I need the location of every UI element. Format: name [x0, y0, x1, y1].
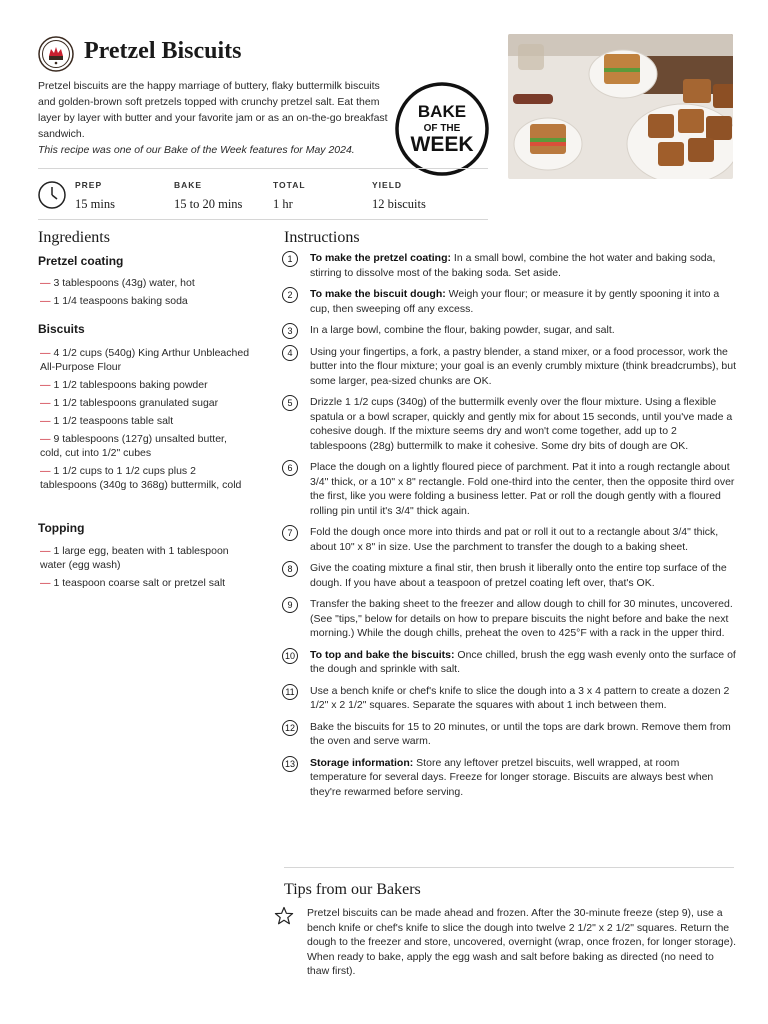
step-number: 4: [282, 345, 298, 361]
dash-marker: —: [40, 465, 51, 477]
star-icon: [274, 906, 294, 926]
step-number: 5: [282, 395, 298, 411]
step-number: 9: [282, 597, 298, 613]
step-text: Weigh your flour; or measure it by gently spooning it into a cup, then sweeping off any excess.: [310, 288, 720, 315]
stat-total: [273, 180, 306, 212]
instructions-heading: Instructions: [284, 229, 360, 246]
step-number: 2: [282, 287, 298, 303]
step-number: 6: [282, 460, 298, 476]
stat-value: 1 hr: [273, 197, 293, 211]
step-text: Bake the biscuits for 15 to 20 minutes, or until the tops are dark brown. Remove them from the oven and serve warm.: [310, 720, 731, 747]
step-text: In a large bowl, combine the flour, baking powder, sugar, and salt.: [310, 324, 615, 336]
dash-marker: —: [40, 577, 51, 589]
instruction-step: [282, 251, 736, 280]
step-lead: To top and bake the biscuits:: [310, 648, 455, 661]
feature-note: This recipe was one of our Bake of the Week features for May 2024.: [38, 144, 355, 156]
step-number: 12: [282, 720, 298, 736]
step-number: 13: [282, 756, 298, 772]
step-number: 8: [282, 561, 298, 577]
stat-value: 15 mins: [75, 197, 115, 211]
dash-marker: —: [40, 347, 51, 359]
step-lead: To make the pretzel coating:: [310, 252, 451, 264]
group-title-pretzel-coating: Pretzel coating: [38, 254, 124, 268]
step-text: Give the coating mixture a final stir, then brush it liberally onto the entire top surface of the dough. If you have about a teaspoon of pretzel coating left over, that's OK.: [310, 562, 727, 589]
dash-marker: —: [40, 295, 51, 307]
instruction-step: [282, 345, 736, 389]
dash-marker: —: [40, 277, 51, 289]
instruction-step: [282, 287, 736, 316]
instruction-step: [282, 561, 736, 590]
step-number: 3: [282, 323, 298, 339]
header-divider: [38, 168, 488, 169]
stats-divider: [38, 219, 488, 220]
stat-label: PREP: [75, 180, 103, 190]
ingredient-item: — 9 tablespoons (127g) unsalted butter, cold, cut into 1/2" cubes: [40, 433, 227, 459]
dash-marker: —: [40, 415, 51, 427]
stat-value: 12 biscuits: [372, 197, 426, 211]
ingredient-item: — 3 tablespoons (43g) water, hot: [40, 277, 195, 289]
stat-yield: [372, 180, 426, 212]
step-lead: Storage information:: [310, 756, 414, 769]
instruction-steps: [282, 251, 736, 806]
ingredients-heading: Ingredients: [38, 229, 110, 246]
ingredient-item: — 1 teaspoon coarse salt or pretzel salt: [40, 577, 226, 589]
instruction-step: [282, 525, 736, 554]
instruction-step: [282, 597, 736, 641]
bake-of-the-week-badge: [394, 81, 490, 177]
step-text: Transfer the baking sheet to the freezer and allow dough to chill for 30 minutes, uncovered. (See "tips," below for details on how to prepare biscuits the night before and bake the next morning.) While the dough chills, preheat the oven to 425°F with a rack in the upper third.: [310, 598, 733, 639]
instruction-step: [282, 720, 736, 749]
step-text: Fold the dough once more into thirds and pat or roll it out to a rectangle about 3/4" thick, about 10" x 8" in size. Use the parchment to transfer the dough to a baking sheet.: [310, 526, 719, 553]
group-title-topping: Topping: [38, 521, 85, 535]
ingredient-item: — 1 1/4 teaspoons baking soda: [40, 295, 188, 307]
clock-icon: [37, 180, 67, 210]
recipe-intro: Pretzel biscuits are the happy marriage of buttery, flaky buttermilk biscuits and golden-brown soft pretzels topped with crunchy pretzel salt. Eat them layer by layer with butter and your favorite jam or as an on-the-go breakfast sandwich.: [38, 80, 388, 140]
dash-marker: —: [40, 545, 51, 557]
ingredient-item: — 1 1/2 tablespoons baking powder: [40, 379, 208, 391]
dash-marker: —: [40, 397, 51, 409]
ingredient-list-biscuits: [40, 346, 250, 496]
instruction-step: [282, 395, 736, 453]
step-number: 10: [282, 648, 298, 664]
step-text: Place the dough on a lightly floured piece of parchment. Pat it into a rough rectangle about 3/4" thick, or a 10" x 8" rectangle. Fold one-third into the center, then the opposite third over the first, like you were folding a business letter. Pat or roll the dough gently with a floured rolling pin until it's 3/4" thick again.: [310, 461, 735, 517]
instruction-step: [282, 648, 736, 677]
step-text: Drizzle 1 1/2 cups (340g) of the buttermilk evenly over the flour mixture. Using a flexible spatula or a bowl scraper, quickly and gently mix for about 15 seconds, until you've made a cohesive dough. If the mixture seems dry and won't come together, add up to 2 tablespoons (28g) buttermilk to make it cohesive. Some dry bits of dough are OK.: [310, 396, 733, 452]
dash-marker: —: [40, 433, 51, 445]
instruction-step: [282, 460, 736, 518]
step-number: 11: [282, 684, 298, 700]
badge-line-3: WEEK: [410, 133, 474, 156]
group-title-biscuits: Biscuits: [38, 322, 85, 336]
instruction-step: [282, 756, 736, 800]
stat-label: BAKE: [174, 180, 203, 190]
ingredient-item: — 1 1/2 tablespoons granulated sugar: [40, 397, 219, 409]
instruction-step: [282, 684, 736, 713]
step-text: Use a bench knife or chef's knife to slice the dough into a 3 x 4 pattern to create a dozen 2 1/2" x 2 1/2" squares. Separate the squares with about 1 inch between them.: [310, 684, 730, 711]
king-arthur-logo-icon: [38, 36, 74, 72]
ingredient-item: — 1 large egg, beaten with 1 tablespoon water (egg wash): [40, 545, 229, 571]
tips-text: Pretzel biscuits can be made ahead and frozen. After the 30-minute freeze (step 9), use a bench knife or chef's knife to slice the dough into twelve 2 1/2" x 2 1/2" squares. Return the dough to the freezer and store, uncovered, overnight (wrap, once frozen, for longer storage). When ready to bake, apply the egg wash and salt before baking as directed (no need to thaw first).: [307, 907, 736, 977]
stat-value: 15 to 20 mins: [174, 197, 243, 211]
stat-label: YIELD: [372, 180, 403, 190]
hero-photo: [508, 34, 733, 179]
step-number: 7: [282, 525, 298, 541]
instruction-step: [282, 323, 736, 338]
badge-line-2: OF THE: [423, 123, 461, 134]
step-text: Store any leftover pretzel biscuits, well wrapped, at room temperature for several days. Freeze for longer storage. Biscuits are always best when they're rewarmed before serving.: [310, 756, 714, 798]
ingredient-list-topping: [40, 544, 250, 594]
ingredient-item: — 4 1/2 cups (540g) King Arthur Unbleached All-Purpose Flour: [40, 347, 250, 373]
ingredient-item: — 1 1/2 teaspoons table salt: [40, 415, 174, 427]
dash-marker: —: [40, 379, 51, 391]
step-number: 1: [282, 251, 298, 267]
step-text: Once chilled, brush the egg wash evenly onto the surface of the dough and sprinkle with salt.: [310, 648, 736, 675]
step-text: Using your fingertips, a fork, a pastry blender, a stand mixer, or a food processor, work the butter into the flour mixture; your goal is an evenly crumbly mixture (think breadcrumbs), but some larger, pea-sized chunks are OK.: [310, 345, 737, 387]
step-text: In a small bowl, combine the hot water and baking soda, stirring to dissolve most of the baking soda. Set aside.: [310, 252, 716, 279]
step-lead: To make the biscuit dough:: [310, 288, 446, 300]
stat-prep: [75, 180, 115, 212]
stat-bake: [174, 180, 242, 212]
tips-divider: [284, 867, 734, 868]
page-title: Pretzel Biscuits: [84, 38, 242, 64]
ingredient-item: — 1 1/2 cups to 1 1/2 cups plus 2 tablespoons (340g to 368g) buttermilk, cold: [40, 465, 242, 491]
badge-line-1: BAKE: [417, 102, 467, 121]
stat-label: TOTAL: [273, 180, 306, 190]
tips-heading: Tips from our Bakers: [284, 881, 421, 898]
ingredient-list-pretzel-coating: [40, 276, 250, 312]
